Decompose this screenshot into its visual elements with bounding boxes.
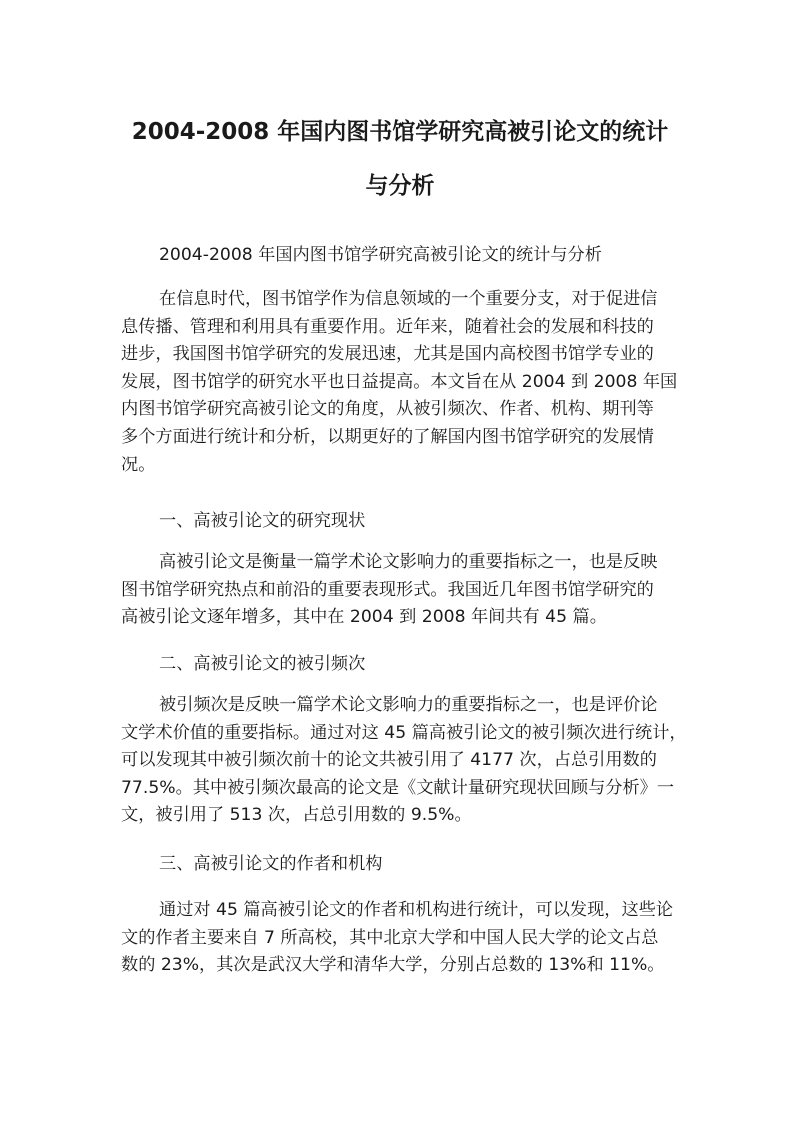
text-line: 息传播、管理和利用具有重要作用。近年来，随着社会的发展和科技的 <box>121 316 654 337</box>
section-heading-2: 二、高被引论文的被引频次 <box>159 654 366 674</box>
section-3-paragraph <box>121 897 681 980</box>
text-line: 多个方面进行统计和分析，以期更好的了解国内图书馆学研究的发展情 <box>121 426 654 447</box>
document-title-line-2: 与分析 <box>365 173 435 199</box>
text-line: 在信息时代，图书馆学作为信息领域的一个重要分支，对于促进信 <box>159 289 658 309</box>
text-line: 通过对 45 篇高被引论文的作者和机构进行统计，可以发现，这些论 <box>159 900 674 920</box>
text-line: 进步，我国图书馆学研究的发展迅速，尤其是国内高校图书馆学专业的 <box>121 344 654 365</box>
text-line: 况。 <box>121 454 156 475</box>
text-line: 发展，图书馆学的研究水平也日益提高。本文旨在从 2004 到 2008 年国 <box>121 371 678 392</box>
section-heading-3: 三、高被引论文的作者和机构 <box>159 854 383 874</box>
text-line: 被引频次是反映一篇学术论文影响力的重要指标之一，也是评价论 <box>159 695 658 715</box>
text-line: 内图书馆学研究高被引论文的角度，从被引频次、作者、机构、期刊等 <box>121 399 654 420</box>
intro-paragraph <box>121 286 681 479</box>
section-1-paragraph <box>121 549 681 632</box>
text-line: 数的 23%，其次是武汉大学和清华大学，分别占总数的 13%和 11%。 <box>121 955 665 976</box>
section-2-paragraph <box>121 692 687 830</box>
text-line: 77.5%。其中被引频次最高的论文是《文献计量研究现状回顾与分析》一 <box>121 777 675 798</box>
text-line: 高被引论文是衡量一篇学术论文影响力的重要指标之一，也是反映 <box>159 552 658 572</box>
text-line: 图书馆学研究热点和前沿的重要表现形式。我国近几年图书馆学研究的 <box>121 579 654 600</box>
document-subtitle: 2004-2008 年国内图书馆学研究高被引论文的统计与分析 <box>159 245 602 265</box>
text-line: 文学术价值的重要指标。通过对这 45 篇高被引论文的被引频次进行统计， <box>121 722 687 743</box>
text-line: 可以发现其中被引频次前十的论文共被引用了 4177 次，占总引用数的 <box>121 750 657 771</box>
text-line: 高被引论文逐年增多，其中在 2004 到 2008 年间共有 45 篇。 <box>121 607 607 628</box>
document-title-line-1: 2004-2008 年国内图书馆学研究高被引论文的统计 <box>131 119 669 145</box>
text-line: 文，被引用了 513 次，占总引用数的 9.5%。 <box>121 805 472 826</box>
section-heading-1: 一、高被引论文的研究现状 <box>159 511 366 531</box>
text-line: 文的作者主要来自 7 所高校，其中北京大学和中国人民大学的论文占总 <box>121 927 659 948</box>
